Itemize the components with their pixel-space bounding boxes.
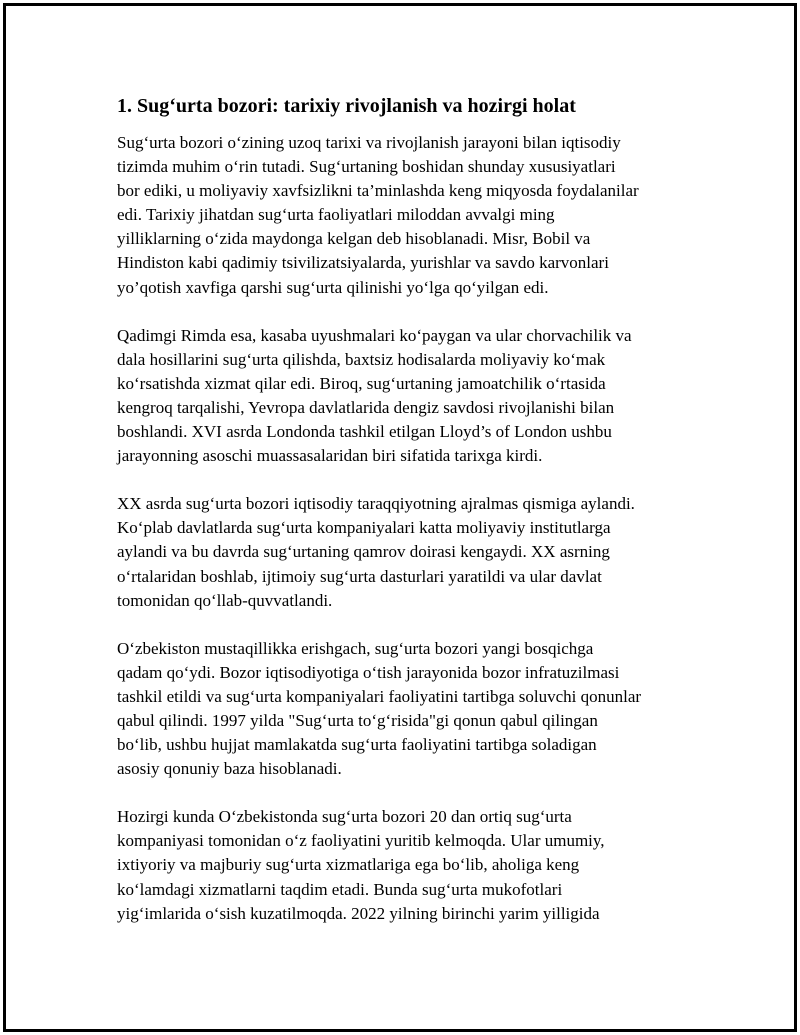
text-line: Hindiston kabi qadimiy tsivilizatsiyalarda, yurishlar va savdo karvonlari (117, 253, 609, 273)
text-line: yo’qotish xavfiga qarshi sug‘urta qilinishi yo‘lga qo‘yilgan edi. (117, 277, 549, 297)
text-line: kengroq tarqalishi, Yevropa davlatlarida dengiz savdosi rivojlanishi bilan (117, 397, 615, 417)
text-line: tashkil etildi va sug‘urta kompaniyalari faoliyatini tartibga soluvchi qonunlar (117, 686, 642, 706)
paragraph-4 (117, 637, 707, 782)
text-line: yig‘imlarida o‘sish kuzatilmoqda. 2022 yilning birinchi yarim yilligida (117, 903, 600, 923)
text-line: aylandi va bu davrda sug‘urtaning qamrov doirasi kengaydi. XX asrning (117, 542, 610, 562)
text-line: Ko‘plab davlatlarda sug‘urta kompaniyalari katta moliyaviy institutlarga (117, 518, 611, 538)
text-line: qadam qo‘ydi. Bozor iqtisodiyotiga o‘tish jarayonida bozor infratuzilmasi (117, 662, 620, 682)
text-line: jarayonning asoschi muassasalaridan biri sifatida tarixga kirdi. (117, 446, 543, 466)
text-line: ko‘lamdagi xizmatlarni taqdim etadi. Bunda sug‘urta mukofotlari (117, 879, 563, 899)
text-line: XX asrda sug‘urta bozori iqtisodiy taraqqiyotning ajralmas qismiga aylandi. (117, 494, 635, 514)
section-title: 1. Sug‘urta bozori: tarixiy rivojlanish va hozirgi holat (117, 95, 576, 117)
text-line: tizimda muhim o‘rin tutadi. Sug‘urtaning boshidan shunday xususiyatlari (117, 157, 616, 177)
text-line: Sug‘urta bozori o‘zining uzoq tarixi va rivojlanish jarayoni bilan iqtisodiy (117, 133, 621, 152)
paragraph-5 (117, 805, 707, 925)
text-line: yilliklarning o‘zida maydonga kelgan deb hisoblanadi. Misr, Bobil va (117, 229, 591, 249)
text-line: dala hosillarini sug‘urta qilishda, baxtsiz hodisalarda moliyaviy ko‘mak (117, 349, 606, 369)
text-line: O‘zbekiston mustaqillikka erishgach, sug‘urta bozori yangi bosqichga (117, 638, 594, 658)
text-line: qabul qilindi. 1997 yilda "Sug‘urta to‘g‘risida"gi qonun qabul qilingan (117, 710, 598, 730)
paragraph-1 (117, 131, 707, 300)
paragraph-3 (117, 492, 707, 612)
text-line: Qadimgi Rimda esa, kasaba uyushmalari ko‘paygan va ular chorvachilik va (117, 325, 632, 345)
text-line: o‘rtalaridan boshlab, ijtimoiy sug‘urta dasturlari yaratildi va ular davlat (117, 566, 602, 586)
text-line: kompaniyasi tomonidan o‘z faoliyatini yuritib kelmoqda. Ular umumiy, (117, 831, 605, 851)
text-line: Hozirgi kunda O‘zbekistonda sug‘urta bozori 20 dan ortiq sug‘urta (117, 807, 572, 827)
paragraph-2 (117, 324, 707, 469)
text-line: tomonidan qo‘llab-quvvatlandi. (117, 590, 333, 610)
text-line: asosiy qonuniy baza hisoblanadi. (117, 759, 342, 779)
text-line: edi. Tarixiy jihatdan sug‘urta faoliyatlari miloddan avvalgi ming (117, 205, 555, 225)
document-body (117, 93, 707, 950)
text-line: bor ediki, u moliyaviy xavfsizlikni ta’minlashda keng miqyosda foydalanilar (117, 181, 639, 201)
text-line: ixtiyoriy va majburiy sug‘urta xizmatlariga ega bo‘lib, aholiga keng (117, 855, 580, 875)
text-line: bo‘lib, ushbu hujjat mamlakatda sug‘urta faoliyatini tartibga soladigan (117, 735, 597, 755)
text-line: boshlandi. XVI asrda Londonda tashkil etilgan Lloyd’s of London ushbu (117, 422, 612, 442)
text-line: ko‘rsatishda xizmat qilar edi. Biroq, sug‘urtaning jamoatchilik o‘rtasida (117, 373, 606, 393)
